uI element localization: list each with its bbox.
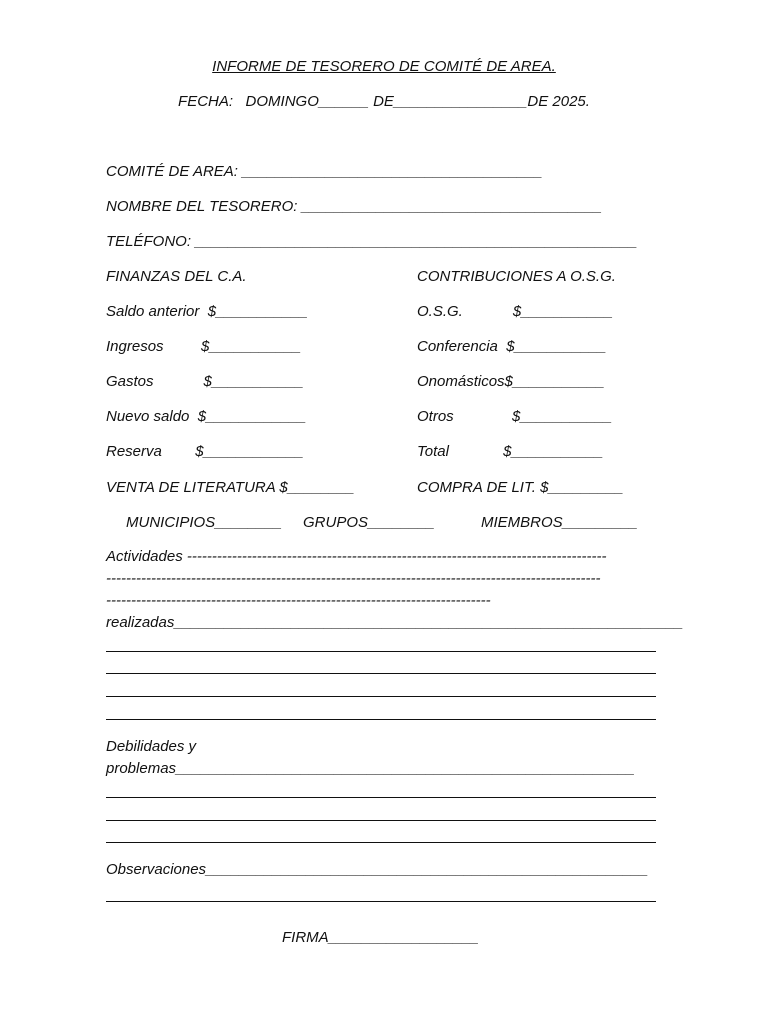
contributions-heading: CONTRIBUCIONES A O.S.G. — [417, 268, 616, 285]
activities-dash-line: ----------------------------------------------------------------------------- — [106, 592, 491, 609]
writing-line — [106, 651, 656, 652]
groups-field: GRUPOS________ — [303, 514, 435, 531]
finances-heading: FINANZAS DEL C.A. — [106, 268, 247, 285]
area-committee-field: COMITÉ DE AREA: ____________________________________ — [106, 163, 543, 180]
contribution-row-birthdays: Onomásticos$___________ — [417, 373, 605, 390]
literature-sales-field: VENTA DE LITERATURA $________ — [106, 479, 355, 496]
members-field: MIEMBROS_________ — [481, 514, 638, 531]
writing-line — [106, 696, 656, 697]
weaknesses-label: Debilidades y — [106, 738, 197, 755]
finance-row-new-balance: Nuevo saldo $____________ — [106, 408, 307, 425]
writing-line — [106, 719, 656, 720]
writing-line — [106, 797, 656, 798]
signature-field: FIRMA__________________ — [282, 929, 479, 946]
date-line: FECHA: DOMINGO______ DE________________DE 2025. — [178, 93, 590, 110]
writing-line — [106, 820, 656, 821]
activities-label: Actividades ------------------------------------------------------------------------------------ — [106, 548, 607, 565]
activities-dash-line: --------------------------------------------------------------------------------------------------- — [106, 570, 601, 587]
activities-performed-label: realizadas_____________________________________________________________ — [106, 614, 684, 631]
finance-row-expenses: Gastos $___________ — [106, 373, 304, 390]
literature-purchase-field: COMPRA DE LIT. $_________ — [417, 479, 624, 496]
contribution-row-osg: O.S.G. $___________ — [417, 303, 613, 320]
form-title: INFORME DE TESORERO DE COMITÉ DE AREA. — [212, 58, 556, 75]
finance-row-previous-balance: Saldo anterior $___________ — [106, 303, 308, 320]
observations-label: Observaciones_____________________________________________________ — [106, 861, 649, 878]
problems-label: problemas_______________________________________________________ — [106, 760, 635, 777]
writing-line — [106, 901, 656, 902]
phone-field: TELÉFONO: _____________________________________________________ — [106, 233, 638, 250]
writing-line — [106, 842, 656, 843]
contribution-row-conference: Conferencia $___________ — [417, 338, 607, 355]
writing-line — [106, 673, 656, 674]
municipalities-field: MUNICIPIOS________ — [126, 514, 282, 531]
finance-row-income: Ingresos $___________ — [106, 338, 302, 355]
finance-row-reserve: Reserva $____________ — [106, 443, 304, 460]
treasurer-name-field: NOMBRE DEL TESORERO: ____________________________________ — [106, 198, 602, 215]
contribution-row-others: Otros $___________ — [417, 408, 613, 425]
contribution-row-total: Total $___________ — [417, 443, 604, 460]
